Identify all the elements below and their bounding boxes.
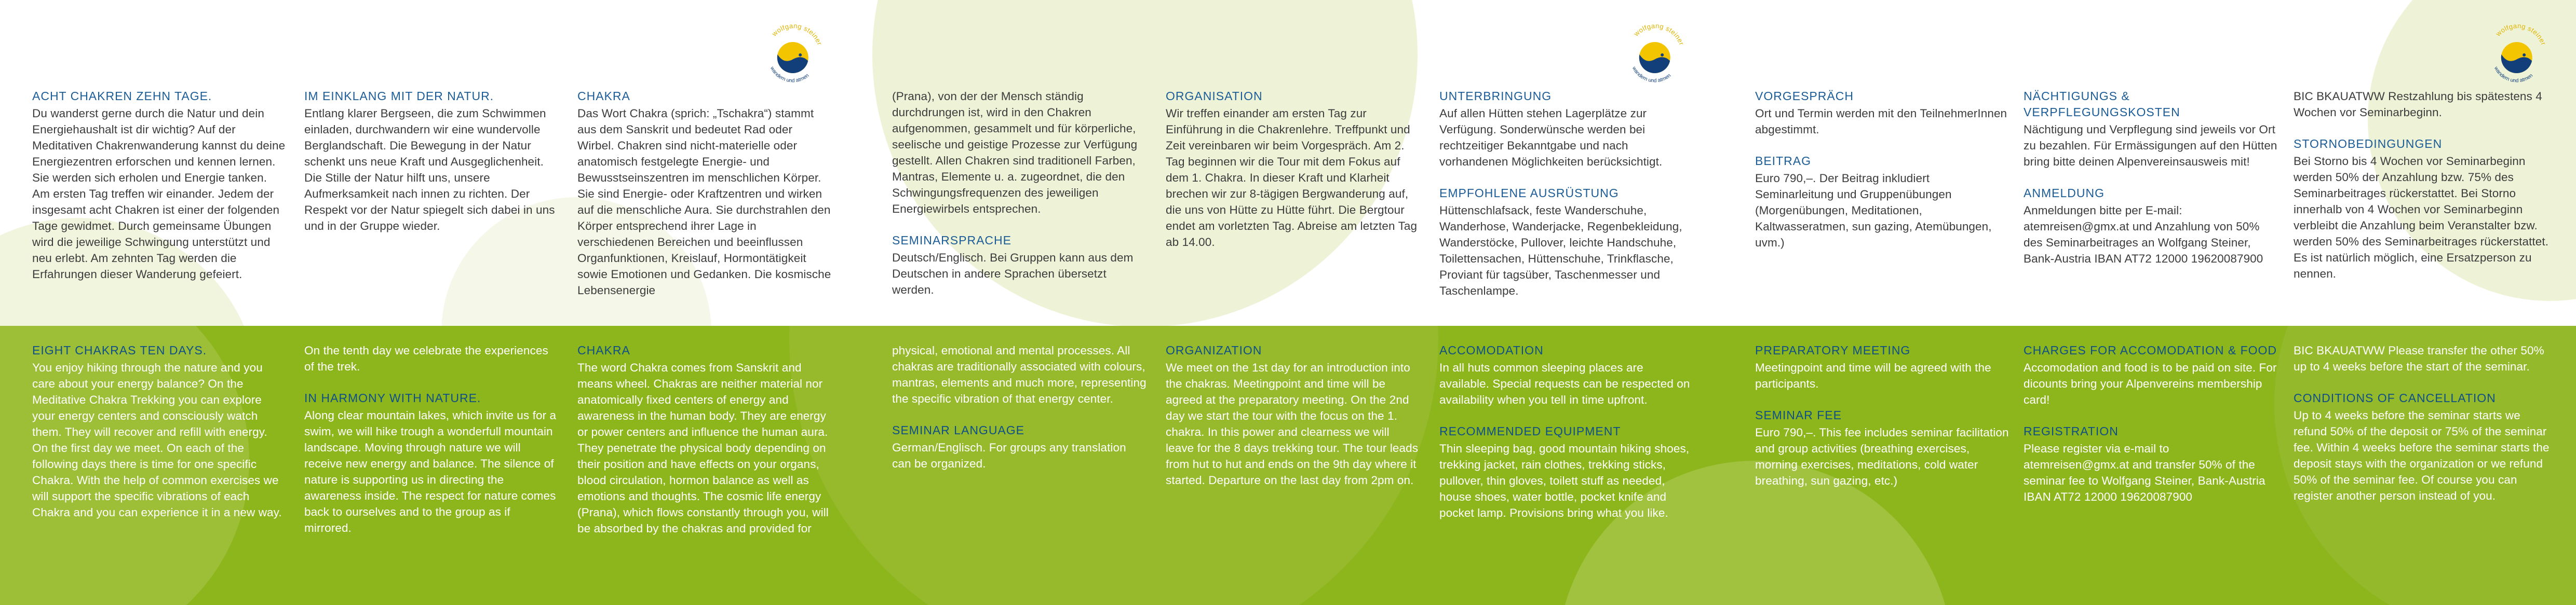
section-heading: REGISTRATION [2024,424,2119,438]
section-heading: EMPFOHLENE AUSRÜSTUNG [1439,186,1619,200]
section-text: Das Wort Chakra (sprich: „Tschakra“) stammt aus dem Sanskrit und bedeutet Rad oder Wirbel. Chakren sind nicht-materielle oder anatomisch festgelegte Energie- und Bewusstseinszentren im menschlichen Körper. Sie sind Energie- oder Kraftzentren und wirken auf die menschliche Aura. Sie durchstrahlen den Körper entsprechend ihrer Lage in verschiedenen Bereichen und beeinflussen Organfunktionen, Kreislauf, Hormontätigkeit sowie Emotionen und Gedanken. Die kosmische Lebensenergie [577,107,831,297]
section-heading: CHAKRA [577,89,630,103]
section-text: You enjoy hiking through the nature and you care about your energy balance? On the Meditative Chakra Trekking you can explore your energy centers and consciously watch them. They will recover and refill with energy. On the first day we meet. On each of the following days there is time for one specific Chakra. With the help of common exercises we will support the specific vibrations of each Chakra and you can experience it in a new way. [32,361,282,519]
section-heading: EIGHT CHAKRAS TEN DAYS. [32,343,207,357]
info-column-de-9 [2294,88,2553,282]
section-text: BIC BKAUATWW Please transfer the other 50% up to 4 weeks before the start of the seminar. [2294,344,2544,373]
info-column-en-9 [2294,342,2553,504]
section-heading: RECOMMENDED EQUIPMENT [1439,424,1621,438]
section-heading: ORGANIZATION [1166,343,1262,357]
section-heading: UNTERBRINGUNG [1439,89,1552,103]
section-heading: ANMELDUNG [2024,186,2105,200]
section-heading: ACCOMODATION [1439,343,1544,357]
info-column-de-3 [577,88,832,298]
brand-logo [1615,17,1695,97]
section-text: Deutsch/Englisch. Bei Gruppen kann aus dem Deutschen in andere Sprachen übersetzt werden. [892,251,1134,296]
section-text: Hüttenschlafsack, feste Wanderschuhe, Wanderhose, Wanderjacke, Regenbekleidung, Wanderstöcke, Pullover, leichte Handschuhe, Toilettensachen, Hüttenschuhe, Trinkflasche, Proviant für tagsüber, Taschenmesser und Taschenlampe. [1439,204,1682,297]
info-column-en-6 [1439,342,1696,521]
brand-logo [753,17,833,97]
section-text: Meetingpoint and time will be agreed with the participants. [1755,361,1991,390]
logo-mark [1615,17,1695,97]
logo-mark [753,17,833,97]
section-heading: CHAKRA [577,343,630,357]
brand-logo [2477,17,2557,97]
logo-text-bottom: wandern und atmen [1630,65,1673,84]
section-text: Wir treffen einander am ersten Tag zur Einführung in die Chakrenlehre. Treffpunkt und Zeit vereinbaren wir beim Vorgespräch. Am 2. Tag beginnen wir die Tour mit dem Fokus auf dem 1. Chakra. In dieser Kraft und Klarheit brechen wir zur 8-tägigen Bergwanderung auf, die uns von Hütte zu Hütte führt. Die Bergtour endet am vorletzten Tag. Abreise am letzten Tag ab 14.00. [1166,107,1418,249]
section-heading: ACHT CHAKREN ZEHN TAGE. [32,89,212,103]
info-column-de-6 [1439,88,1696,299]
logo-text-bottom: wandern und atmen [2492,65,2534,84]
section-text: Du wanderst gerne durch die Natur und dein Energiehaushalt ist dir wichtig? Auf der Meditativen Chakrenwanderung kannst du deine Energiezentren erforschen und kennen lernen. Sie werden sich erholen und Energie tanken. Am ersten Tag treffen wir einander. Jedem der insgesamt acht Chakren ist einer der folgenden Tage gewidmet. Durch gemeinsame Übungen wird die jeweilige Schwingung unterstützt und neu erlebt. Am zehnten Tag werden die Erfahrungen dieser Wanderung gefeiert. [32,107,286,281]
section-text: Auf allen Hütten stehen Lagerplätze zur Verfügung. Sonderwünsche werden bei rechtzeitiger Bekanntgabe und nach vorhandenen Möglichkeiten berücksichtigt. [1439,107,1663,168]
info-column-en-8 [2024,342,2278,505]
info-column-en-5 [1166,342,1420,488]
section-text: Euro 790,–. Der Beitrag inkludiert Seminarleitung und Gruppenübungen (Morgenübungen, Meditationen, Kaltwasseratmen, sun gazing, Atemübungen, uvm.) [1755,172,1992,249]
section-text: On the tenth day we celebrate the experiences of the trek. [304,344,548,373]
section-text: Up to 4 weeks before the seminar starts we refund 50% of the deposit or 75% of the seminar fee. Within 4 weeks before the seminar starts the deposit stays with the organization or we refund 50% of the seminar fee. Of course you can register another person instead of you. [2294,409,2550,502]
section-heading: NÄCHTIGUNGS & VERPFLEGUNGSKOSTEN [2024,89,2180,119]
section-heading: SEMINAR LANGUAGE [892,423,1024,437]
section-text: Please register via e-mail to atemreisen@gmx.at and transfer 50% of the seminar fee to Wolfgang Steiner, Bank-Austria IBAN AT72 12000 19620087900 [2024,442,2265,503]
section-heading: STORNOBEDINGUNGEN [2294,137,2443,150]
section-heading: CHARGES FOR ACCOMODATION & FOOD [2024,343,2277,357]
section-text: Nächtigung und Verpflegung sind jeweils vor Ort zu bezahlen. Für Ermässigungen auf den Hütten bring bitte deinen Alpenvereinsausweis mit! [2024,123,2277,168]
section-text: The word Chakra comes from Sanskrit and means wheel. Chakras are neither material nor anatomically fixed centers of energy and awareness in the human body. They are energy or power centers and influence the human aura. They penetrate the physical body depending on their position and have effects on your organs, blood circulation, hormon balance as well as emotions and thoughts. The cosmic life energy (Prana), which flows constantly through you, will be absorbed by the chakras and provided for [577,361,829,535]
section-text: Thin sleeping bag, good mountain hiking shoes, trekking jacket, rain clothes, trekking sticks, pullover, thin gloves, toilett stuff as needed, house shoes, water bottle, pocket knife and pocket lamp. Provisions bring what you like. [1439,442,1690,519]
section-heading: IM EINKLANG MIT DER NATUR. [304,89,494,103]
section-heading: IN HARMONY WITH NATURE. [304,391,481,405]
section-heading: CONDITIONS OF CANCELLATION [2294,391,2496,405]
section-heading: SEMINARSPRACHE [892,233,1011,247]
section-heading: BEITRAG [1755,154,1811,168]
info-column-en-4 [892,342,1147,472]
section-text: Anmeldungen bitte per E-mail: atemreisen@gmx.at und Anzahlung von 50% des Seminarbeitrages an Wolfgang Steiner, Bank-Austria IBAN AT72 12000 19620087900 [2024,204,2263,265]
section-heading: VORGESPRÄCH [1755,89,1854,103]
info-column-de-4 [892,88,1147,298]
logo-text-top: wolfgang steiner [1632,22,1686,47]
section-text: In all huts common sleeping places are available. Special requests can be respected on availability when you tell in time upfront. [1439,361,1690,406]
section-text: Entlang klarer Bergseen, die zum Schwimmen einladen, durchwandern wir eine wundervolle Berglandschaft. Die Bewegung in der Natur schenkt uns neue Kraft und Ausgeglichenheit. Die Stille der Natur hilft uns, unsere Aufmerksamkeit nach innen zu richten. Der Respekt vor der Natur spiegelt sich dabei in uns und in der Gruppe wieder. [304,107,555,232]
logo-mark [2477,17,2557,97]
info-column-en-3 [577,342,832,537]
info-column-de-8 [2024,88,2278,267]
section-text: Bei Storno bis 4 Wochen vor Seminarbeginn werden 50% der Anzahlung bzw. 75% des Seminarbeitrages rückerstattet. Bei Storno innerhalb von 4 Wochen vor Seminarbeginn verbleibt die Anzahlung beim Veranstalter bzw. werden 50% des Seminarbeitrages rückerstattet. Es ist natürlich möglich, eine Ersatzperson zu nennen. [2294,155,2549,280]
info-column-de-5 [1166,88,1420,250]
section-text: Euro 790,–. This fee includes seminar facilitation and group activities (breathing exercises, morning exercises, meditations, cold water breathing, sun gazing, etc.) [1755,426,2009,487]
section-text: German/Englisch. For groups any translation can be organized. [892,441,1126,470]
section-text: physical, emotional and mental processes. All chakras are traditionally associated with colours, mantras, elements and much more, representing the specific vibration of that energy center. [892,344,1147,405]
info-column-en-2 [304,342,559,536]
section-heading: PREPARATORY MEETING [1755,343,1911,357]
logo-text-top: wolfgang steiner [2494,22,2548,47]
section-heading: ORGANISATION [1166,89,1263,103]
info-column-en-1 [32,342,286,520]
section-heading: SEMINAR FEE [1755,408,1842,422]
logo-text-top: wolfgang steiner [770,22,824,47]
section-text: Along clear mountain lakes, which invite us for a swim, we will hike trough a wonderfull mountain landscape. Moving through nature we will receive new energy and balance. The silence of nature is supporting us in directing the awareness inside. The respect for nature comes back to ourselves and to the group as if mirrored. [304,409,557,534]
logo-text-bottom: wandern und atmen [768,65,811,84]
section-text: (Prana), von der der Mensch ständig durchdrungen ist, wird in den Chakren aufgenommen, gesammelt und für körperliche, seelische und geistige Prozesse zur Verfügung gestellt. Allen Chakren sind traditionell Farben, Mantras, Elemente u. a. zugeordnet, die den Schwingungsfrequenzen des jeweiligen Energiewirbels entsprechen. [892,90,1138,215]
section-text: Accomodation and food is to be paid on site. For dicounts bring your Alpenvereins membership card! [2024,361,2277,406]
english-section [0,326,2576,605]
info-column-de-2 [304,88,559,234]
section-text: We meet on the 1st day for an introduction into the chakras. Meetingpoint and time will be agreed at the preparatory meeting. On the 2nd day we start the tour with the focus on the 1. chakra. In this power and clearness we will leave for the 8 days trekking tour. The tour leads from hut to hut and ends on the 9th day where it started. Departure on the last day from 2pm on. [1166,361,1419,487]
info-column-en-7 [1755,342,2009,489]
info-column-de-1 [32,88,286,282]
section-text: BIC BKAUATWW Restzahlung bis spätestens 4 Wochen vor Seminarbeginn. [2294,90,2542,119]
info-column-de-7 [1755,88,2009,251]
section-text: Ort und Termin werden mit den TeilnehmerInnen abgestimmt. [1755,107,2007,136]
